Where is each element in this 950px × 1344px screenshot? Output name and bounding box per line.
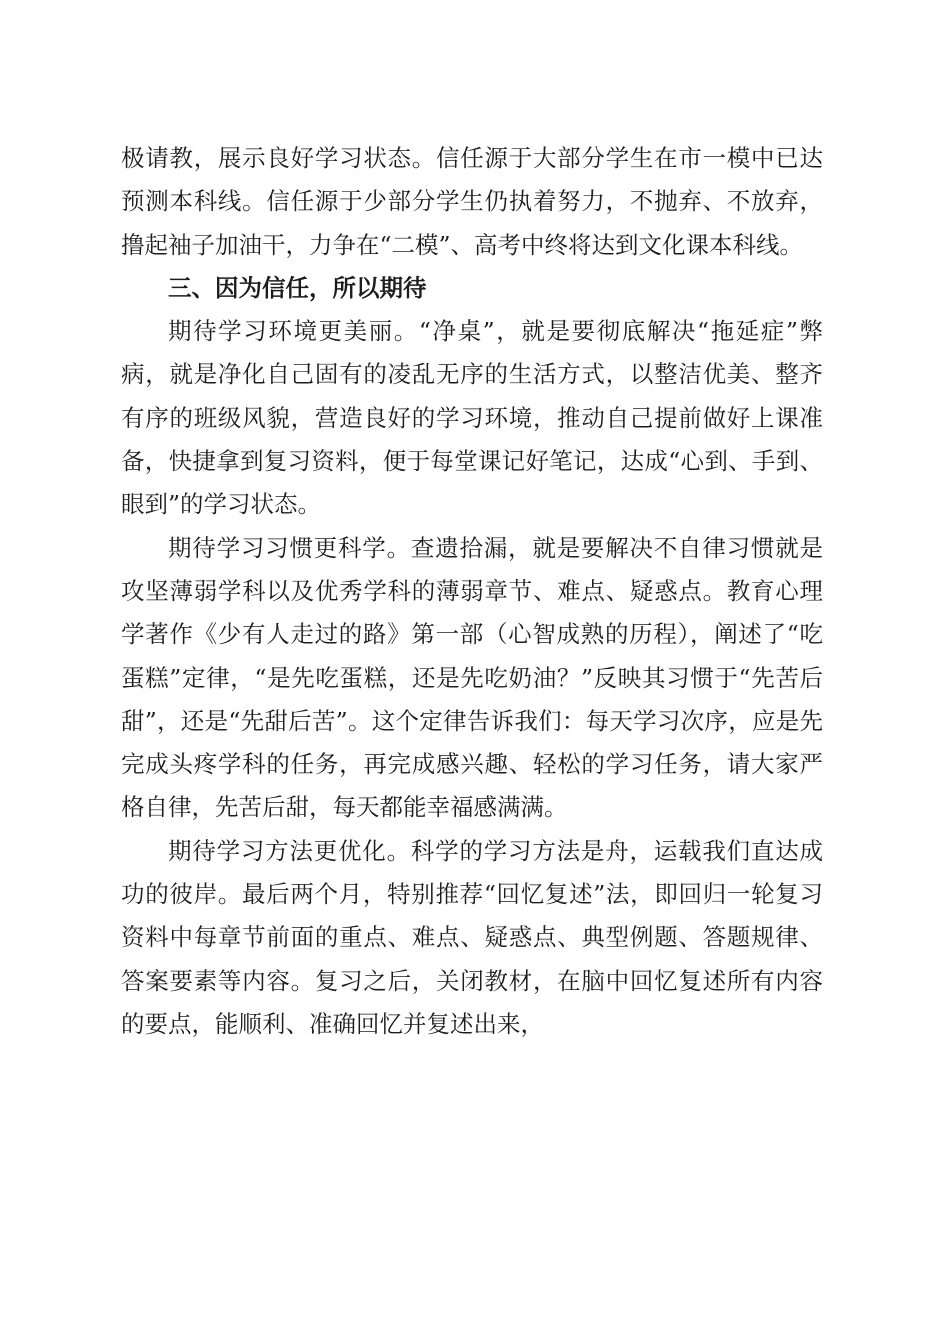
paragraph-learning-habits: 期待学习习惯更科学。查遗拾漏，就是要解决不自律习惯就是攻坚薄弱学科以及优秀学科的薄弱章节、难点、疑惑点。教育心理学著作《少有人走过的路》第一部（心智成熟的历程），阐述了“吃蛋糕”定律，“是先吃蛋糕，还是先吃奶油？”反映其习惯于“先苦后甜”，还是“先甜后苦”。这个定律告诉我们：每天学习次序，应是先完成头疼学科的任务，再完成感兴趣、轻松的学习任务，请大家严格自律，先苦后甜，每天都能幸福感满满。 [121,533,823,822]
paragraph-continuation: 极请教，展示良好学习状态。信任源于大部分学生在市一模中已达预测本科线。信任源于少部分学生仍执着努力，不抛弃、不放弃，撸起袖子加油干，力争在“二模”、高考中终将达到文化课本科线。 [121,144,823,259]
paragraph-learning-environment: 期待学习环境更美丽。“净桌”，就是要彻底解决“拖延症”弊病，就是净化自己固有的凌乱无序的生活方式，以整洁优美、整齐有序的班级风貌，营造良好的学习环境，推动自己提前做好上课准备，快捷拿到复习资料，便于每堂课记好笔记，达成“心到、手到、眼到”的学习状态。 [121,317,823,519]
document-page [121,137,823,1046]
paragraph-learning-methods: 期待学习方法更优化。科学的学习方法是舟，运载我们直达成功的彼岸。最后两个月，特别推荐“回忆复述”法，即回归一轮复习资料中每章节前面的重点、难点、疑惑点、典型例题、答题规律、答案要素等内容。复习之后，关闭教材，在脑中回忆复述所有内容的要点，能顺利、准确回忆并复述出来， [121,836,823,1038]
section-heading: 三、因为信任，所以期待 [168,273,427,302]
